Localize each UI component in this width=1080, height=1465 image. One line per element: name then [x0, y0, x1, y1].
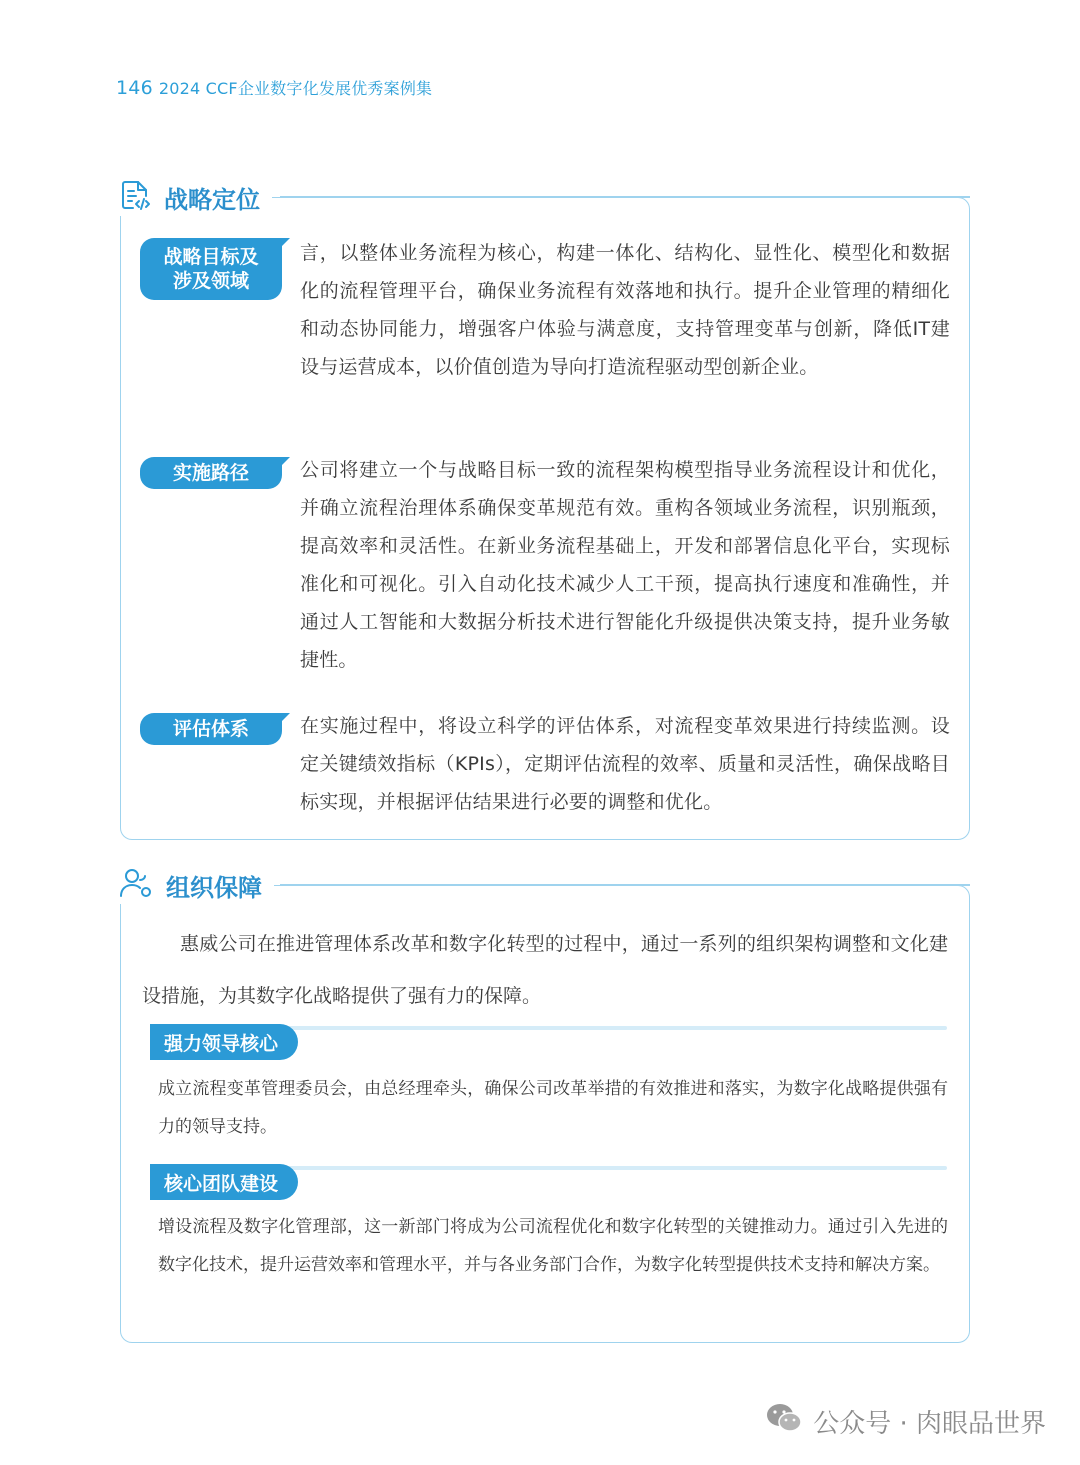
subhead-leadership — [150, 1024, 947, 1060]
tag-path: 实施路径 — [140, 457, 282, 489]
watermark-text: 公众号 · 肉眼品世界 — [813, 1409, 1046, 1439]
strategy-row-goals — [140, 234, 950, 424]
tag-goals-line2: 涉及领域 — [172, 270, 249, 292]
goals-text: 言，以整体业务流程为核心，构建一体化、结构化、显性化、模型化和数据化的流程管理平台，确保业务流程有效落地和执行。提升企业管理的精细化和动态协同能力，增强客户体验与满意度，支持管理变革与创新，降低IT建设与运营成本，以价值创造为导向打造流程驱动型创新企业。 — [300, 242, 950, 378]
strategy-row-path — [140, 451, 950, 681]
tag-goals-line1: 战略目标及 — [163, 246, 259, 268]
page-header-title: 2024 CCF企业数字化发展优秀案例集 — [158, 79, 433, 98]
team-text: 增设流程及数字化管理部，这一新部门将成为公司流程优化和数字化转型的关键推动力。通过引入先进的数字化技术，提升运营效率和管理水平，并与各业务部门合作，为数字化转型提供技术支持和解决方案。 — [158, 1217, 948, 1275]
strategy-row-evaluation — [140, 707, 950, 827]
wechat-icon — [765, 1402, 813, 1441]
page-header — [116, 76, 432, 99]
subhead-team-pill: 核心团队建设 — [150, 1164, 298, 1200]
path-text: 公司将建立一个与战略目标一致的流程架构模型指导业务流程设计和优化，并确立流程治理体系确保变革规范有效。重构各领域业务流程，识别瓶颈，提高效率和灵活性。在新业务流程基础上，开发和部署信息化平台，实现标准化和可视化。引入自动化技术减少人工干预，提高执行速度和准确性，并通过人工智能和大数据分析技术进行智能化升级提供决策支持，提升业务敏捷性。 — [300, 459, 950, 671]
tag-goals — [140, 238, 282, 300]
org-title-line — [280, 884, 970, 886]
watermark — [765, 1402, 1046, 1441]
document-code-icon — [118, 178, 152, 216]
page-number: 146 — [116, 77, 153, 99]
subhead-team — [150, 1164, 947, 1200]
strategy-title: 战略定位 — [164, 185, 260, 214]
strategy-section-title — [112, 178, 272, 216]
tag-evaluation: 评估体系 — [140, 713, 282, 745]
subhead-leadership-pill: 强力领导核心 — [150, 1024, 298, 1060]
organization-title: 组织保障 — [166, 873, 262, 902]
organization-intro: 惠威公司在推进管理体系改革和数字化转型的过程中，通过一系列的组织架构调整和文化建设措施，为其数字化战略提供了强有力的保障。 — [142, 933, 948, 1007]
leadership-text: 成立流程变革管理委员会，由总经理牵头，确保公司改革举措的有效推进和落实，为数字化战略提供强有力的领导支持。 — [158, 1079, 948, 1137]
evaluation-text: 在实施过程中，将设立科学的评估体系，对流程变革效果进行持续监测。设定关键绩效指标（KPIs），定期评估流程的效率、质量和灵活性，确保战略目标实现，并根据评估结果进行必要的调整和优化。 — [300, 715, 950, 813]
organization-section-title — [112, 866, 274, 904]
people-icon — [118, 866, 154, 904]
title-line — [280, 196, 970, 198]
